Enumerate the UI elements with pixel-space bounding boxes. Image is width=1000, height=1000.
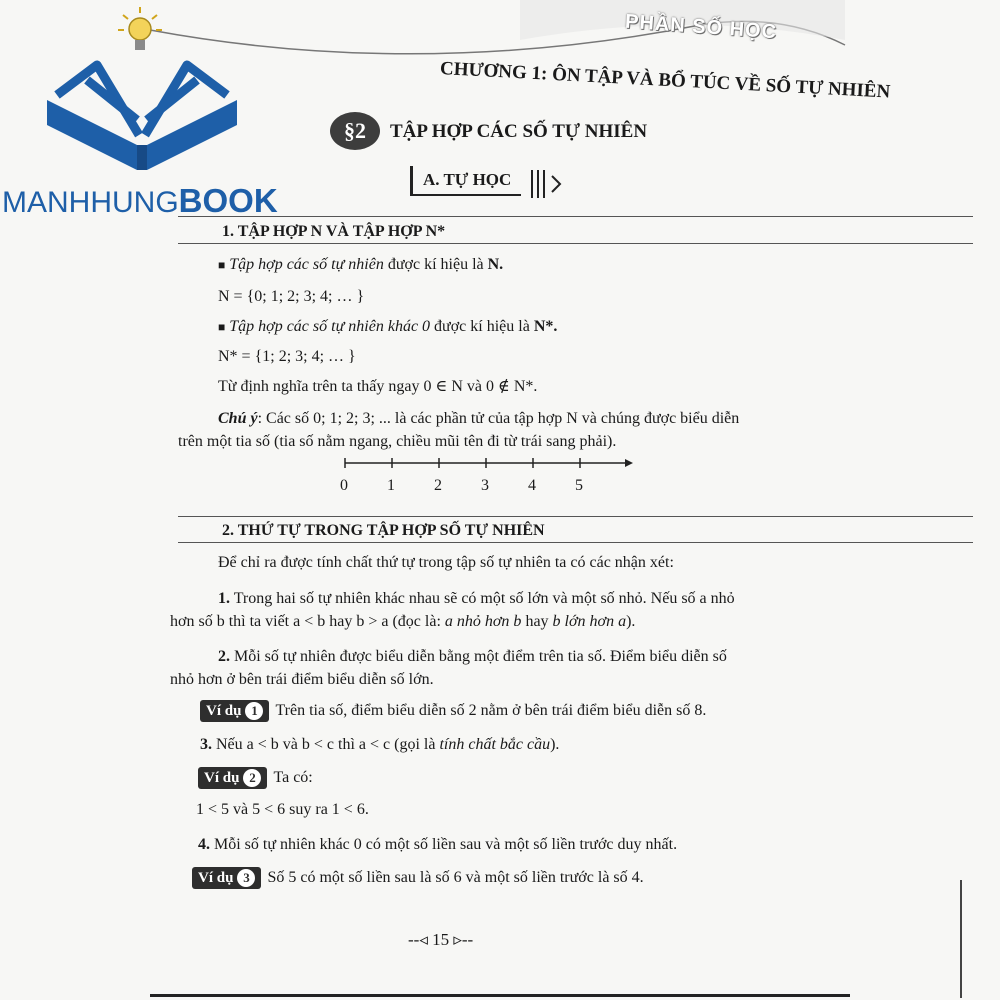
point-1-line-1 (218, 588, 735, 610)
point-1-text-b: hơn số b thì ta viết a < b hay b > a (đọc là: (170, 613, 445, 630)
point-2-line-1 (218, 646, 727, 668)
point-4 (198, 834, 677, 856)
brand-logo (2, 182, 278, 220)
example-label: Ví dụ (206, 703, 242, 719)
point-1-line-2 (170, 611, 635, 633)
bullet-1-term: Tập hợp các số tự nhiên (229, 256, 384, 273)
brand-part1: MANHHUNG (2, 186, 179, 219)
note-label: Chú ý (218, 410, 258, 427)
section-1-heading: 1. TẬP HỢP N VÀ TẬP HỢP N* (222, 223, 446, 240)
set-n: N = {0; 1; 2; 3; 4; … } (218, 288, 365, 305)
bottom-edge (150, 994, 850, 997)
section-divider (178, 216, 973, 217)
brand-part2: BOOK (178, 182, 278, 219)
example-3 (192, 867, 644, 889)
bullet-2: ■ Tập hợp các số tự nhiên khác 0 được kí hiệu là N*. (218, 318, 558, 335)
section-divider (178, 542, 973, 543)
book-logo-icon (42, 55, 242, 180)
tick-label: 3 (481, 477, 489, 494)
example-2-detail: 1 < 5 và 5 < 6 suy ra 1 < 6. (196, 801, 369, 818)
point-3-number: 3. (200, 736, 212, 753)
tick-label: 4 (528, 477, 536, 494)
chapter-title: CHƯƠNG 1: ÔN TẬP VÀ BỔ TÚC VỀ SỐ TỰ NHIÊN (439, 58, 891, 103)
point-1-number: 1. (218, 590, 230, 607)
part-tag: PHẦN SỐ HỌC (624, 10, 778, 44)
example-2-text: Ta có: (273, 769, 313, 786)
example-badge (192, 867, 261, 889)
note-text: : Các số 0; 1; 2; 3; ... là các phần tử của tập hợp N và chúng được biểu diễn (257, 410, 740, 427)
note-line-2: trên một tia số (tia số nằm ngang, chiều mũi tên đi từ trái sang phải). (178, 433, 617, 450)
note-line-1 (218, 408, 739, 430)
example-1-text: Trên tia số, điểm biểu diễn số 2 nằm ở bên trái điểm biểu diễn số 8. (275, 702, 707, 719)
example-2 (198, 767, 313, 789)
bullet-2-symbol: N*. (533, 318, 558, 335)
set-n-star: N* = {1; 2; 3; 4; … } (218, 348, 356, 365)
lightbulb-icon (115, 5, 165, 60)
tick-label: 2 (434, 477, 442, 494)
section-divider (178, 243, 973, 244)
example-number: 2 (243, 769, 261, 787)
page-edge (960, 880, 962, 998)
point-3 (200, 734, 559, 756)
example-label: Ví dụ (198, 870, 234, 886)
example-badge (198, 767, 267, 789)
example-number: 1 (245, 702, 263, 720)
chevron-right-icon (528, 166, 568, 202)
example-badge (200, 700, 269, 722)
definition-line: Từ định nghĩa trên ta thấy ngay 0 ∈ N và 0 ∉ N*. (218, 378, 538, 395)
point-2-line-2: nhỏ hơn ở bên trái điểm biểu diễn số lớn. (170, 671, 434, 688)
point-1-text-d: ). (626, 613, 636, 630)
point-3-text: Nếu a < b và b < c thì a < c (gọi là (212, 736, 440, 753)
example-1 (200, 700, 706, 722)
point-4-text: Mỗi số tự nhiên khác 0 có một số liền sau và một số liền trước duy nhất. (210, 836, 678, 853)
bullet-1-text: được kí hiệu là (383, 256, 488, 273)
bullet-2-term: Tập hợp các số tự nhiên khác 0 (229, 318, 431, 335)
bullet-1-symbol: N. (487, 256, 504, 273)
point-1-italic-a: a nhỏ hơn b (444, 613, 522, 630)
tick-label: 5 (575, 477, 583, 494)
example-number: 3 (237, 869, 255, 887)
intro-line: Để chỉ ra được tính chất thứ tự trong tập số tự nhiên ta có các nhận xét: (218, 554, 674, 571)
number-line (335, 452, 635, 474)
example-3-text: Số 5 có một số liền sau là số 6 và một số liền trước là số 4. (267, 869, 644, 886)
tick-label: 0 (340, 477, 348, 494)
lesson-title: TẬP HỢP CÁC SỐ TỰ NHIÊN (390, 121, 648, 142)
point-2-text: Mỗi số tự nhiên được biểu diễn bằng một điểm trên tia số. Điểm biểu diễn số (230, 648, 727, 665)
point-4-number: 4. (198, 836, 210, 853)
page-number: --◃ 15 ▹-- (408, 930, 474, 949)
bullet-1: ■ Tập hợp các số tự nhiên được kí hiệu là N. (218, 256, 504, 273)
tick-label: 1 (387, 477, 395, 494)
section-divider (178, 516, 973, 517)
point-1-text: Trong hai số tự nhiên khác nhau sẽ có một số lớn và một số nhỏ. Nếu số a nhỏ (230, 590, 735, 607)
section-label: A. TỰ HỌC (410, 166, 521, 196)
point-3-italic: tính chất bắc cầu (439, 736, 551, 753)
point-3-text-b: ). (550, 736, 560, 753)
point-2-number: 2. (218, 648, 230, 665)
section-2-heading: 2. THỨ TỰ TRONG TẬP HỢP SỐ TỰ NHIÊN (222, 522, 545, 539)
bullet-2-text: được kí hiệu là (430, 318, 534, 335)
example-label: Ví dụ (204, 770, 240, 786)
point-1-text-c: hay (521, 613, 553, 630)
point-1-italic-b: b lớn hơn a (552, 613, 627, 630)
lesson-number-badge: §2 (330, 112, 380, 150)
